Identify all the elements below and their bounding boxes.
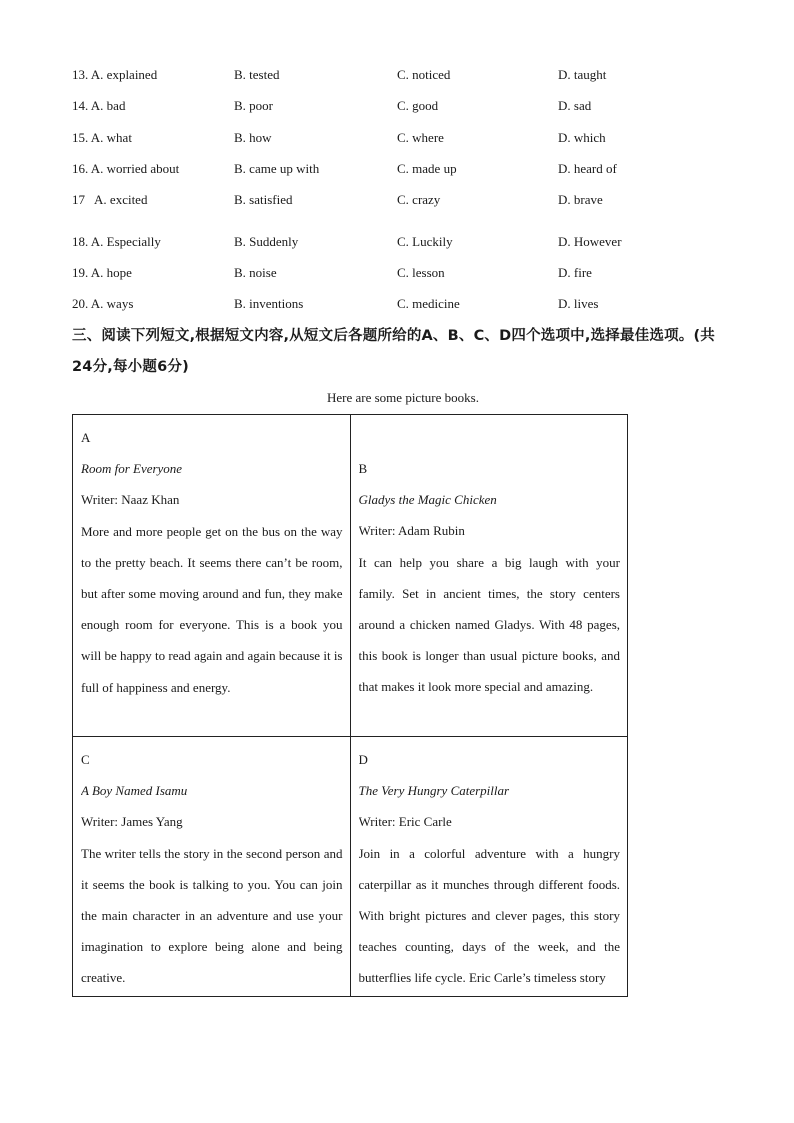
- book-title: Room for Everyone: [81, 461, 183, 477]
- question-row: [72, 161, 712, 181]
- question-row: [72, 130, 712, 150]
- book-writer: Writer: Adam Rubin: [358, 523, 465, 539]
- book-cell-a: [73, 415, 351, 737]
- option-a: 13. A. explained: [72, 67, 158, 82]
- question-row: [72, 296, 712, 316]
- book-description: More and more people get on the bus on the way to the pretty beach. It seems there can’t be room, but after some moving around and fun, they make enough room for everyone. This is a book you will be happy to read again and again because it is full of happiness and energy.: [81, 523, 343, 695]
- option-d: D. taught: [558, 67, 607, 82]
- section-heading: 三、阅读下列短文,根据短文内容,从短文后各题所给的A、B、C、D四个选项中,选择最佳选项。(共24分,每小题6分): [72, 328, 715, 375]
- book-cell-b: [350, 415, 628, 737]
- option-a: 19. A. hope: [72, 265, 132, 280]
- book-description: The writer tells the story in the second person and it seems the book is talking to you. You can join the main character in an adventure and use your imagination to explore being alone and being creative.: [81, 845, 343, 986]
- book-title: The Very Hungry Caterpillar: [358, 783, 510, 799]
- option-b: B. satisfied: [234, 192, 293, 207]
- option-c: C. Luckily: [397, 234, 453, 249]
- book-cell-c: [73, 737, 351, 997]
- question-row: [72, 67, 712, 87]
- option-c: C. lesson: [397, 265, 445, 280]
- option-b: B. poor: [234, 98, 273, 113]
- option-c: C. made up: [397, 161, 457, 176]
- option-a: 18. A. Especially: [72, 234, 161, 249]
- book-letter: A: [81, 430, 91, 445]
- table-caption: Here are some picture books.: [327, 390, 479, 405]
- book-letter: B: [358, 461, 368, 476]
- book-writer: Writer: Eric Carle: [358, 814, 452, 830]
- book-description: It can help you share a big laugh with your family. Set in ancient times, the story centers around a chicken named Gladys. With 48 pages, this book is longer than usual picture books, and that makes it look more special and amazing.: [358, 554, 620, 695]
- question-row: [72, 234, 712, 254]
- question-row: [72, 265, 712, 285]
- option-a: 16. A. worried about: [72, 161, 180, 176]
- option-a: 20. A. ways: [72, 296, 134, 311]
- book-title: A Boy Named Isamu: [81, 783, 188, 799]
- option-a: 14. A. bad: [72, 98, 126, 113]
- option-d: D. fire: [558, 265, 592, 280]
- book-letter: D: [358, 752, 368, 767]
- option-a: 15. A. what: [72, 130, 132, 145]
- option-d: D. However: [558, 234, 622, 249]
- option-b: B. tested: [234, 67, 280, 82]
- option-d: D. heard of: [558, 161, 617, 176]
- option-c: C. where: [397, 130, 444, 145]
- question-row: [72, 192, 712, 212]
- option-b: B. inventions: [234, 296, 304, 311]
- option-c: C. medicine: [397, 296, 460, 311]
- option-a: 17 A. excited: [72, 192, 148, 207]
- option-d: D. which: [558, 130, 606, 145]
- book-description: Join in a colorful adventure with a hungry caterpillar as it munches through different foods. With bright pictures and clever pages, this story teaches counting, days of the week, and the butterflies life cycle. Eric Carle’s timeless story: [358, 845, 620, 986]
- book-writer: Writer: Naaz Khan: [81, 492, 180, 508]
- question-row: [72, 98, 712, 118]
- option-d: D. lives: [558, 296, 599, 311]
- option-b: B. noise: [234, 265, 277, 280]
- option-c: C. noticed: [397, 67, 451, 82]
- option-b: B. how: [234, 130, 272, 145]
- book-writer: Writer: James Yang: [81, 814, 183, 830]
- book-title: Gladys the Magic Chicken: [358, 492, 497, 508]
- book-cell-d: [350, 737, 628, 997]
- option-c: C. good: [397, 98, 439, 113]
- book-letter: C: [81, 752, 90, 767]
- option-b: B. Suddenly: [234, 234, 299, 249]
- option-d: D. sad: [558, 98, 592, 113]
- option-c: C. crazy: [397, 192, 441, 207]
- picture-books-table: [72, 414, 628, 997]
- option-d: D. brave: [558, 192, 603, 207]
- option-b: B. came up with: [234, 161, 320, 176]
